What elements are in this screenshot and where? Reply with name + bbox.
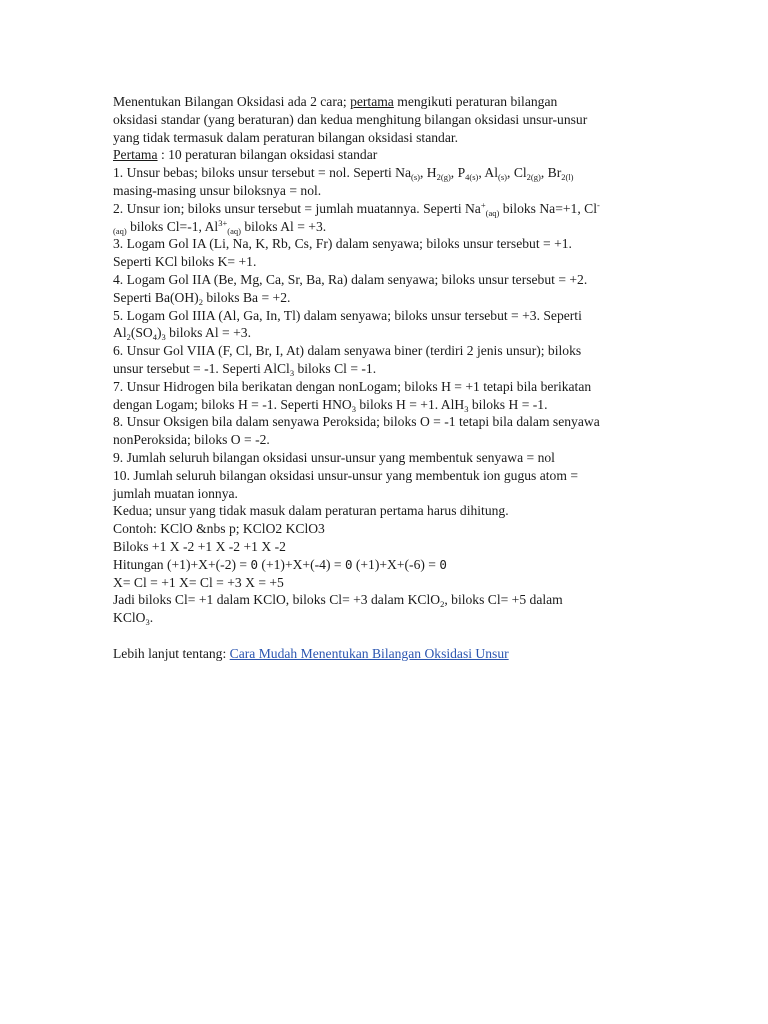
intro-line-1: Menentukan Bilangan Oksidasi ada 2 cara; pertama mengikuti peraturan bilangan xyxy=(113,94,558,109)
related-article-link[interactable]: Cara Mudah Menentukan Bilangan Oksidasi Unsur xyxy=(229,645,509,661)
hitungan-line: Hitungan (+1)+X+(-2) = 0 (+1)+X+(-4) = 0 (+1)+X+(-6) = 0 xyxy=(113,556,447,572)
rule-5-cont: $Al_2(SO_4)_3$ biloks Al = +3. xyxy=(113,325,251,343)
rule-6-cont: unsur tersebut = -1. Seperti AlCl$_3$ biloks Cl = -1. xyxy=(113,360,377,378)
rule-3: 3. Logam Gol IA (Li, Na, K, Rb, Cs, Fr) dalam senyawa; biloks unsur tersebut = +1. xyxy=(113,236,572,252)
contoh-line: Contoh: KClO &nbs p; KClO2 KClO3 xyxy=(113,521,325,537)
rule-3-cont: Seperti KCl biloks K= +1. xyxy=(113,254,257,270)
x-result-line: X= Cl = +1 X= Cl = +3 X = +5 xyxy=(113,574,284,590)
biloks-line: Biloks +1 X -2 +1 X -2 +1 X -2 xyxy=(113,538,286,554)
rule-1-cont: masing-masing unsur biloksnya = nol. xyxy=(113,182,322,198)
rule-10-cont: jumlah muatan ionnya. xyxy=(113,485,238,501)
intro-line-3: yang tidak termasuk dalam peraturan bilangan oksidasi standar. xyxy=(113,129,459,145)
document-body xyxy=(113,93,661,663)
lebih-lanjut-line: Lebih lanjut tentang: Cara Mudah Menentukan Bilangan Oksidasi Unsur xyxy=(113,645,509,661)
rule-5: 5. Logam Gol IIIA (Al, Ga, In, Tl) dalam senyawa; biloks unsur tersebut = +3. Seperti xyxy=(113,307,582,323)
intro-line-2: oksidasi standar (yang beraturan) dan kedua menghitung bilangan oksidasi unsur-unsur xyxy=(113,111,588,127)
rule-8-cont: nonPeroksida; biloks O = -2. xyxy=(113,432,270,448)
rule-4-cont: Seperti $Ba(OH)_2$ biloks Ba = +2. xyxy=(113,289,291,307)
pertama-underlined: pertama xyxy=(350,94,394,109)
rule-7: 7. Unsur Hidrogen bila berikatan dengan nonLogam; biloks H = +1 tetapi bila berikatan xyxy=(113,378,592,394)
pertama-heading: Pertama : 10 peraturan bilangan oksidasi standar xyxy=(113,147,378,163)
rule-7-cont: dengan Logam; biloks H = -1. Seperti $HNO_3$ biloks H = +1. AlH$_3$ biloks H = -1. xyxy=(113,396,548,414)
rule-6: 6. Unsur Gol VIIA (F, Cl, Br, I, At) dalam senyawa biner (terdiri 2 jenis unsur); biloks xyxy=(113,343,582,359)
blank-line xyxy=(113,627,661,645)
rule-1: 1. Unsur bebas; biloks unsur tersebut = nol. Seperti $Na_{(s)}$, $H_{2(g)}$, $P_{4(s)}$, $Al_{(s)}$, $Cl_{2(g)}$, $Br_{2(l)}$ xyxy=(113,165,574,183)
rule-2: 2. Unsur ion; biloks unsur tersebut = jumlah muatannya. Seperti $Na^+_{(aq)}$ biloks Na=+1, Cl- xyxy=(113,199,600,218)
rule-9: 9. Jumlah seluruh bilangan oksidasi unsur-unsur yang membentuk senyawa = nol xyxy=(113,449,555,465)
rule-10: 10. Jumlah seluruh bilangan oksidasi unsur-unsur yang membentuk ion gugus atom = xyxy=(113,467,578,483)
kedua-heading: Kedua; unsur yang tidak masuk dalam peraturan pertama harus dihitung. xyxy=(113,503,509,519)
jadi-line: Jadi biloks Cl= +1 dalam KClO, biloks Cl= +3 dalam KClO$_2$, biloks Cl= +5 dalam xyxy=(113,592,563,610)
rule-2-cont: $_{(aq)}$ biloks Cl=-1, $Al^{3+}_{(aq)}$ biloks Al = +3. xyxy=(113,217,327,236)
rule-8: 8. Unsur Oksigen bila dalam senyawa Peroksida; biloks O = -1 tetapi bila dalam senyawa xyxy=(113,414,600,430)
jadi-line-cont: KClO$_3$. xyxy=(113,610,154,628)
rule-4: 4. Logam Gol IIA (Be, Mg, Ca, Sr, Ba, Ra) dalam senyawa; biloks unsur tersebut = +2. xyxy=(113,271,588,287)
